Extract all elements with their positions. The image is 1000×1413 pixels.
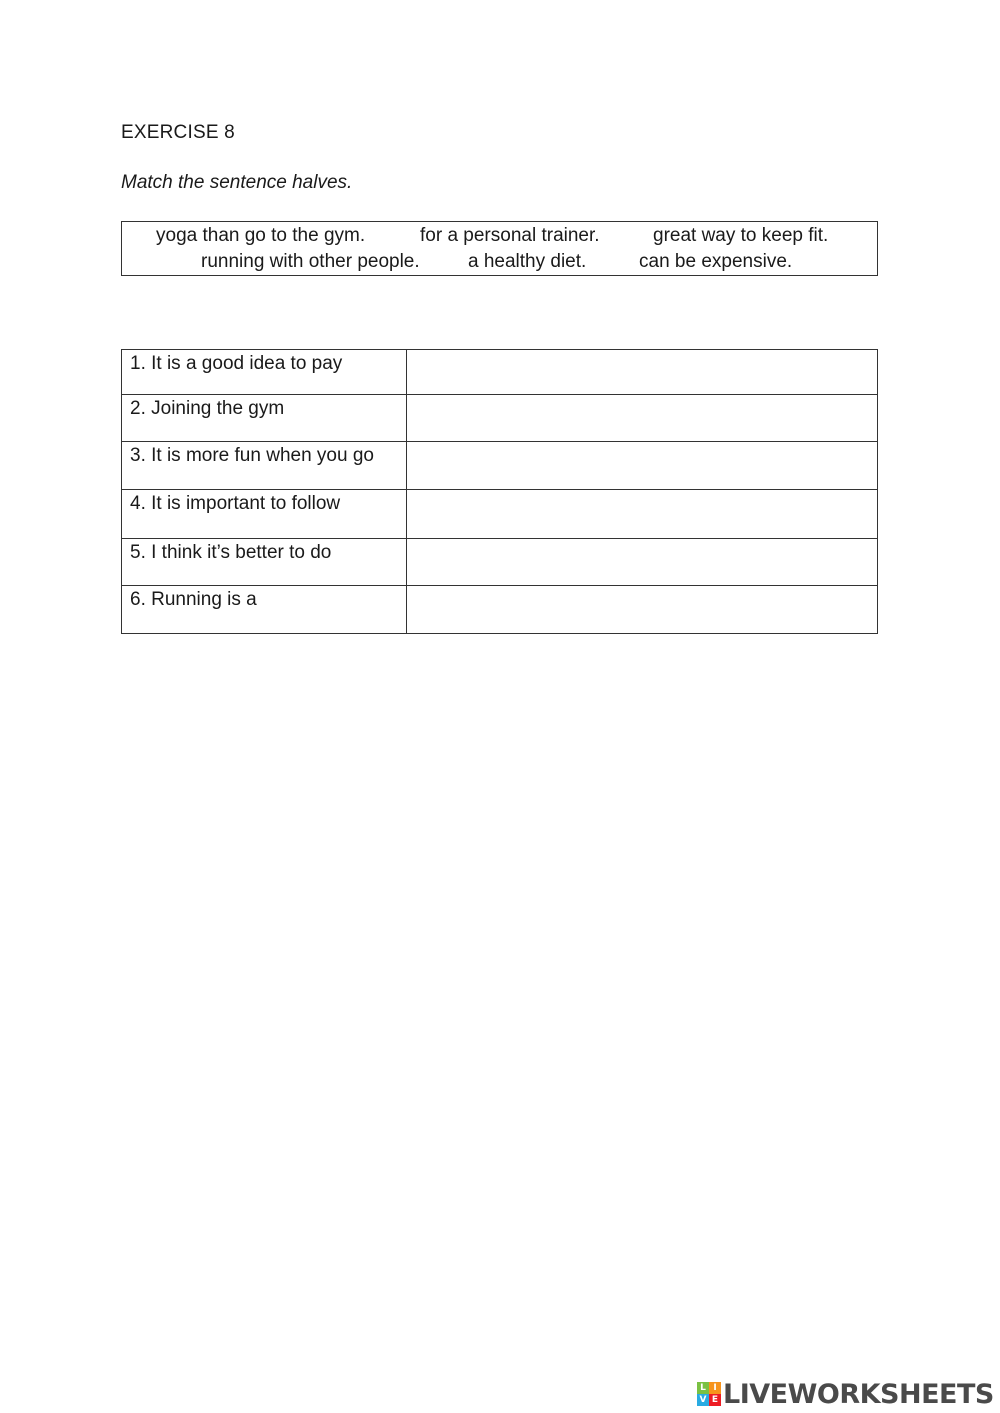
sentence-start: 5. I think it’s better to do [122,539,407,586]
liveworksheets-logo-icon [697,1382,721,1406]
answer-cell[interactable] [406,350,877,395]
table-row [122,442,878,490]
word-bank-item: yoga than go to the gym. [156,225,366,246]
word-bank-item: for a personal trainer. [420,225,600,246]
matching-table [121,349,878,634]
brand-name: LIVEWORKSHEETS [723,1378,994,1410]
liveworksheets-brand [697,1378,994,1410]
sentence-start: 2. Joining the gym [122,395,407,442]
exercise-title: EXERCISE 8 [121,122,235,143]
table-row [122,490,878,539]
answer-cell[interactable] [406,490,877,539]
word-bank-item: great way to keep fit. [653,225,829,246]
logo-cell: E [709,1394,721,1406]
answer-cell[interactable] [406,539,877,586]
logo-cell: V [697,1394,709,1406]
sentence-start: 1. It is a good idea to pay [122,350,407,395]
sentence-start: 6. Running is a [122,586,407,634]
table-row [122,539,878,586]
logo-cell: L [697,1382,709,1394]
word-bank-item: can be expensive. [639,251,793,272]
table-row [122,586,878,634]
word-bank-item: a healthy diet. [468,251,587,272]
logo-cell: I [709,1382,721,1394]
sentence-start: 3. It is more fun when you go [122,442,407,490]
answer-cell[interactable] [406,442,877,490]
sentence-start: 4. It is important to follow [122,490,407,539]
word-bank [121,221,878,276]
word-bank-item: running with other people. [201,251,420,272]
answer-cell[interactable] [406,586,877,634]
exercise-instruction: Match the sentence halves. [121,172,353,193]
table-row [122,395,878,442]
table-row [122,350,878,395]
answer-cell[interactable] [406,395,877,442]
